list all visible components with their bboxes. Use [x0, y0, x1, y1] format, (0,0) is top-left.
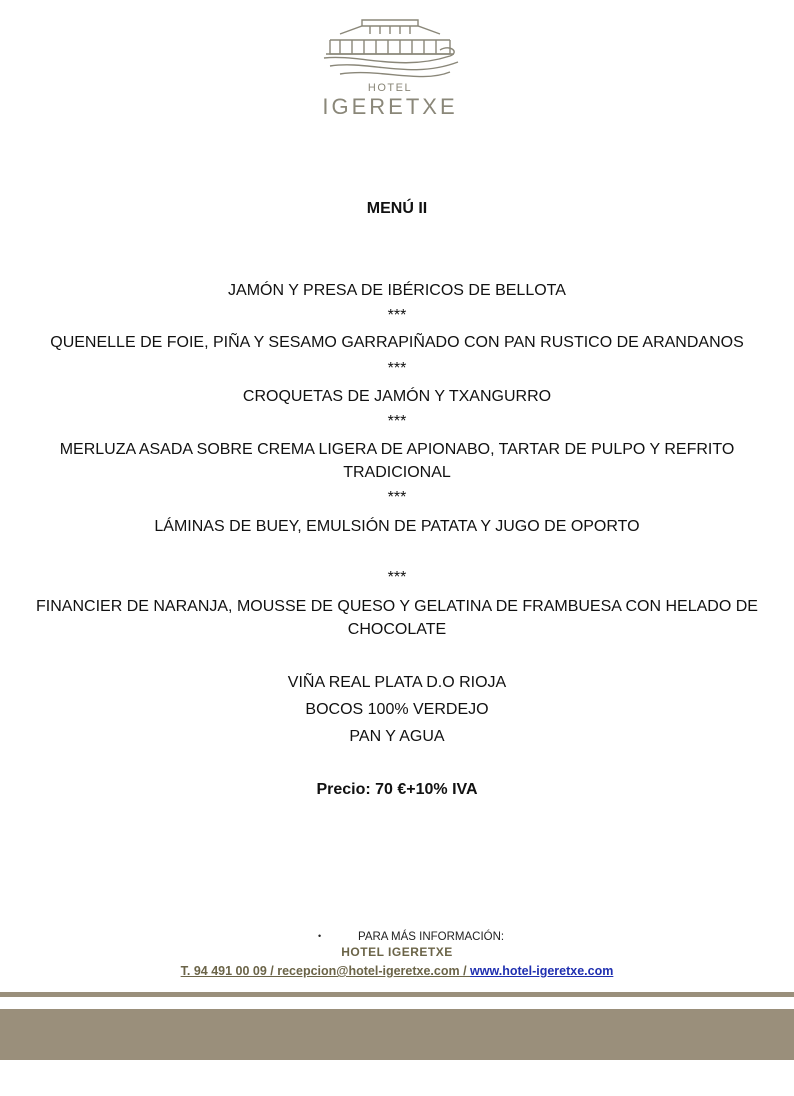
drink-line: VIÑA REAL PLATA D.O RIOJA	[287, 674, 507, 691]
price: Precio: 70 €+10% IVA	[316, 781, 478, 798]
menu-title: MENÚ II	[366, 200, 428, 217]
info-label: PARA MÁS INFORMACIÓN:	[358, 931, 505, 943]
course-line: TRADICIONAL	[343, 464, 451, 481]
course-separator: ***	[387, 489, 407, 506]
drink-line: PAN Y AGUA	[349, 728, 445, 745]
course-line: LÁMINAS DE BUEY, EMULSIÓN DE PATATA Y JUGO DE OPORTO	[154, 518, 640, 535]
course-separator: ***	[387, 413, 407, 430]
contact-phone-email-link[interactable]: T. 94 491 00 09 / recepcion@hotel-igeretxe.com /	[180, 964, 471, 978]
drink-line: BOCOS 100% VERDEJO	[305, 701, 489, 718]
course-line: JAMÓN Y PRESA DE IBÉRICOS DE BELLOTA	[228, 282, 566, 299]
logo-hotel-text: HOTEL	[367, 82, 413, 94]
footer-band	[0, 1009, 794, 1060]
bullet-icon: •	[318, 931, 322, 941]
course-separator: ***	[387, 569, 407, 586]
hotel-building-icon	[300, 14, 480, 84]
website-link[interactable]: www.hotel-igeretxe.com	[470, 964, 614, 978]
course-line: QUENELLE DE FOIE, PIÑA Y SESAMO GARRAPIÑADO CON PAN RUSTICO DE ARANDANOS	[50, 334, 744, 351]
course-line: MERLUZA ASADA SOBRE CREMA LIGERA DE APIONABO, TARTAR DE PULPO Y REFRITO	[59, 441, 735, 458]
course-line: FINANCIER DE NARANJA, MOUSSE DE QUESO Y GELATINA DE FRAMBUESA CON HELADO DE	[36, 598, 758, 615]
footer-divider	[0, 992, 794, 997]
hotel-logo	[300, 14, 480, 122]
logo-hotel-name: IGERETXE	[322, 94, 458, 119]
footer-hotel-name: HOTEL IGERETXE	[341, 945, 453, 959]
course-line: CHOCOLATE	[347, 621, 447, 638]
course-line: CROQUETAS DE JAMÓN Y TXANGURRO	[242, 388, 552, 405]
course-separator: ***	[387, 360, 407, 377]
course-separator: ***	[387, 307, 407, 324]
contact-line	[0, 964, 794, 978]
